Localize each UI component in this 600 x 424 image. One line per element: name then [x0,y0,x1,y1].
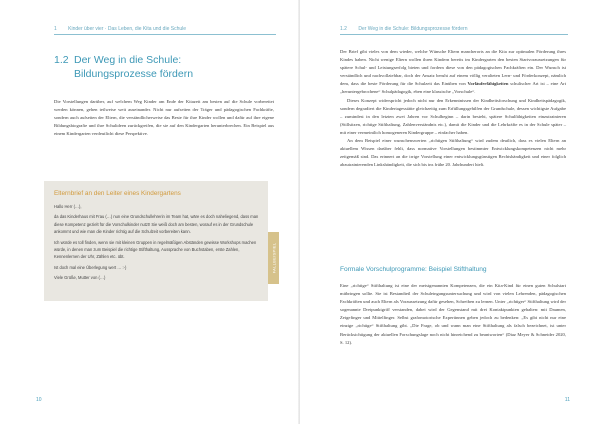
letter-paragraph: da das Kinderhaus mit Frau (…) nun eine Grundschullehrerin im Team hat, wäre es doch naheliegend, dass man diese Kompetenz gezielt für die Vorschulkinder nutzt! Sie weiß doch am besten, worauf es in der Grundschule ankommt und wie man die Kinder richtig auf die Schulzeit vorbereiten kann. [54,214,259,235]
running-head-right [340,24,568,35]
section-text [340,282,566,347]
page-number-right: 11 [564,397,570,403]
case-example-box [44,181,268,301]
running-head-number: 1.2 [340,26,347,32]
body-paragraph [340,48,566,97]
running-head-left [54,24,276,35]
intro-paragraph [54,98,274,138]
paragraph-text: Der Brief gibt vieles von dem wieder, welche Wünsche Eltern mancherorts an die Kita zur optimalen Förderung ihres Kindes haben. Nicht wenige Eltern wollen ihren Kindern bereits im Kindergarten den besten Startvoraussetzungen für spätere Schul- und Leistungserfolg bieten und fordern diese von den pädagogischen Fachkräften ein. Der Wunsch ist verständlich und nachvollziehbar, doch der Ansatz beruht auf einem völlig veralteten Lern- und Förderkonzept, nämlich dem, dass die beste Förderung für die Schulzeit das Einüben von [340,49,566,87]
chapter-number: 1.2 [54,54,69,66]
emphasis-term: Vorläuferfähigkeiten [467,81,509,87]
right-page [300,0,600,424]
body-paragraph: Dieses Konzept widerspricht jedoch nicht nur den Erkenntnissen der Kindheitsforschung und Kindheitspädagogik, sondern degradiert die Kindertagesstätte gleichzeitig zum Erfüllungsgehilfen der Grundschule, dessen wichtigste Aufgabe – zumindest in den letzten zwei Jahren vor Schulbeginn – darin besteht, spätere Schulfähigkeiten einzutrainieren (Stillsitzen, richtige Stifthaltung, Zahlenverständnis etc.), damit die Kinder und die Lehrkräfte es in der Schule später – mit einer vermeintlich homogeneren Kindergruppe – einfacher haben. [340,97,566,135]
running-head-text: Kinder über vier · Das Leben, die Kita und die Schule [68,26,187,32]
case-example-tab-label: FALLBEISPIEL [271,242,276,274]
box-body [54,203,260,281]
case-example-tab [268,232,279,284]
letter-paragraph: Ich würde es toll finden, wenn sie mit kleinen Gruppen in regelmäßigen Abständen gewisse Workshops machen würde, in denen man zum Beispiel die richtige Stifthaltung, Aussprache von Buchstaben, erste Zahlen, Kennenlernen der Uhr, Zählen etc. übt. [54,239,257,260]
section-heading: Formale Vorschulprogramme: Beispiel Stifthaltung [340,266,487,273]
running-head-number: 1 [54,26,57,32]
letter-salutation: Hallo Herr (…), [54,204,82,209]
intro-text: Die Vorstellungen darüber, auf welchem Weg Kinder am Ende der Kitazeit am besten auf die Schule vorbereitet werden können, gehen teilweise weit auseinander. Nicht nur aufseiten der Träger und pädagogischen Fachkräfte, sondern auch aufseiten der Eltern, die verständlicherweise das Beste für ihre Kinder wollen und dafür auf ihre eigene Bildungsbiografie und ihre Schulideen zurückgreifen, die sie auf den Kindergarten herunterbrechen. Ein Beispiel aus einem Kindergarten verdeutlicht diese Perspektive. [54,99,274,137]
box-title: Elternbrief an den Leiter eines Kindergartens [54,190,181,197]
running-head-text: Der Weg in die Schule: Bildungsprozesse fördern [358,26,468,32]
main-text [340,48,566,169]
letter-signoff: Viele Grüße, Mutter von (…) [54,275,106,281]
page-number-left: 10 [36,397,42,403]
section-paragraph: Eine „richtige“ Stifthaltung ist eine der meistgenannten Kompetenzen, die ein Kita-Kind für einen guten Schulstart mitbringen sollte. Sie ist Bestandteil der Schuleingangsuntersuchung und wird von vielen Lehrenden, pädagogischen Fachkräften und auch Eltern als Voraussetzung dafür gesehen, Schreiben zu lernen. Unter „richtiger“ Stifthaltung wird der sogenannte Dreipunktgriff verstanden, dabei wird der Gegenstand mit drei Kontaktpunkten gehalten: mit Daumen, Zeigefinger und Mittelfinger. Selbst grafomotorische Expertinnen geben jedoch zu bedenken: „Es gibt nicht nur eine einzige „richtige“ Stifthaltung gibt. „Die Frage, ob und wann man eine Stifthaltung als falsch bezeichnet, ist unter Berücksichtigung der aktuellen Forschungslage noch nicht hinreichend zu beantworten“ (Diaz Meyer & Schneider 2020, S. 12). [340,283,566,345]
chapter-title: Der Weg in die Schule: Bildungsprozesse fördern [74,54,194,80]
letter-paragraph: Ist doch mal eine Überlegung wert … :-) [54,264,127,270]
body-paragraph: An dem Beispiel einer wunschenswerten „richtigen Stifthaltung“ wird zudem deutlich, dass es vielen Eltern an aktuellem Wissen darüber fehlt, dass normative Vorstellungen bestimmter Entwicklungskompetenzen nicht mehr zeitgemäß sind. Das erinnert an die irrige Vorstellung einer entwicklungsgünstigen Rechtshändigkeit und einer folglich abzutrainierenden Linkshändigkeit, die sich bis ins frühe 20. Jahrhundert hielt. [340,138,566,168]
paragraph-text: schulischer Art ist – eine Art „heruntergebrochene“ Schulpädagogik, eben eine klassische „Vorschule“. [340,81,566,95]
